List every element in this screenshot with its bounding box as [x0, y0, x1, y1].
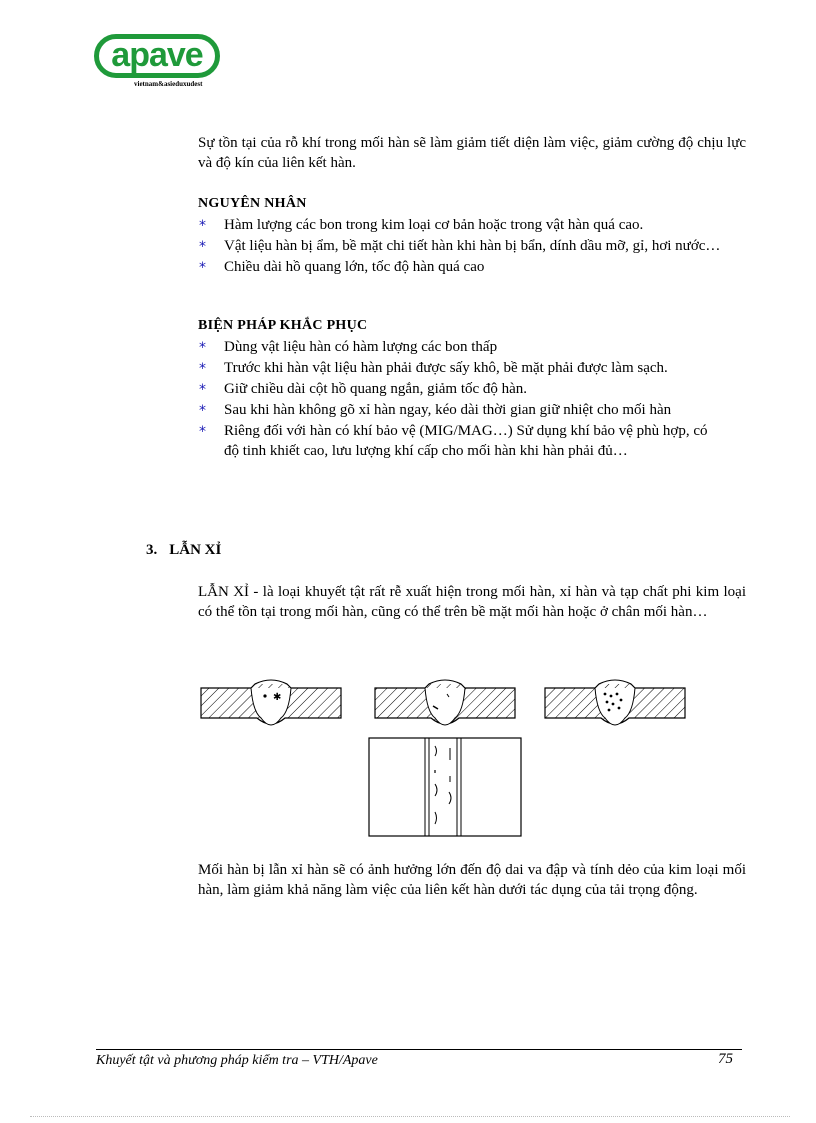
section-outro-block	[198, 860, 746, 900]
intro-paragraph: Sự tồn tại của rỗ khí trong mối hàn sẽ làm giảm tiết diện làm việc, giảm cường độ chịu lực và độ kín của liên kết hàn.	[198, 135, 746, 171]
bullet-star-icon: *	[199, 218, 206, 234]
list-item	[199, 236, 724, 256]
bullet-star-icon: *	[199, 260, 206, 276]
logo-tagline: vietnam&asieduxudest	[134, 80, 203, 88]
section-outro-paragraph: Mối hàn bị lẫn xỉ hàn sẽ có ảnh hưởng lớn đến độ dai va đập và tính dẻo của kim loại mối hàn, làm giảm khả năng làm việc của liên kết hàn dưới tác dụng của tải trọng động.	[198, 862, 746, 898]
section-title: LẪN XỈ	[169, 542, 222, 558]
footer-rule	[96, 1049, 742, 1050]
list-item-text: Hàm lượng các bon trong kim loại cơ bản hoặc trong vật hàn quá cao.	[224, 217, 644, 233]
list-item	[199, 358, 724, 378]
bullet-star-icon: *	[199, 403, 206, 419]
weld-section-2	[375, 680, 515, 725]
causes-list	[198, 215, 724, 277]
intro-block	[198, 133, 746, 173]
logo-text: apave	[111, 35, 203, 74]
slag-inclusion-figure	[195, 672, 695, 842]
section-intro-block	[198, 582, 746, 622]
list-item	[199, 379, 724, 399]
remedies-heading: BIỆN PHÁP KHẮC PHỤC	[198, 318, 368, 333]
bullet-star-icon: *	[199, 424, 206, 440]
list-item-text: Sau khi hàn không gõ xỉ hàn ngay, kéo dài thời gian giữ nhiệt cho mối hàn	[224, 402, 672, 418]
svg-text:✱: ✱	[273, 692, 282, 703]
page-bottom-divider	[30, 1116, 790, 1117]
bullet-star-icon: *	[199, 340, 206, 356]
list-item	[199, 421, 724, 461]
list-item	[199, 337, 724, 357]
weld-section-1	[201, 680, 341, 725]
causes-heading: NGUYÊN NHÂN	[198, 196, 307, 211]
section-heading	[146, 542, 221, 559]
remedies-list	[198, 337, 724, 461]
apave-logo	[94, 34, 224, 92]
list-item-text: Chiều dài hồ quang lớn, tốc độ hàn quá cao	[224, 259, 485, 275]
section-intro-paragraph: LẪN XỈ - là loại khuyết tật rất rễ xuất hiện trong mối hàn, xỉ hàn và tạp chất phi kim loại có thể tồn tại trong mối hàn, cũng có thể trên bề mặt mối hàn hoặc ở chân mối hàn…	[198, 584, 746, 620]
list-item-text: Giữ chiều dài cột hồ quang ngắn, giảm tốc độ hàn.	[224, 381, 528, 397]
weld-plan-view	[369, 738, 521, 836]
section-number: 3.	[146, 542, 158, 558]
footer-title: Khuyết tật và phương pháp kiểm tra – VTH/Apave	[96, 1053, 378, 1068]
list-item-text: Vật liệu hàn bị ẩm, bề mặt chi tiết hàn khi hàn bị bẩn, dính dầu mỡ, gỉ, hơi nước…	[224, 238, 721, 254]
page-number: 75	[718, 1051, 733, 1067]
list-item	[199, 215, 724, 235]
bullet-star-icon: *	[199, 382, 206, 398]
logo-oval	[94, 34, 220, 78]
list-item-text: Riêng đối với hàn có khí bảo vệ (MIG/MAG…) Sử dụng khí bảo vệ phù hợp, có độ tinh khiết cao, lưu lượng khí cấp cho mối hàn khi hàn phải đủ…	[224, 423, 708, 459]
list-item	[199, 257, 724, 277]
remedies-block	[198, 316, 746, 462]
bullet-star-icon: *	[199, 361, 206, 377]
list-item	[199, 400, 724, 420]
list-item-text: Trước khi hàn vật liệu hàn phải được sấy khô, bề mặt phải được làm sạch.	[224, 360, 668, 376]
causes-block	[198, 194, 746, 278]
weld-section-3	[545, 680, 685, 725]
bullet-star-icon: *	[199, 239, 206, 255]
list-item-text: Dùng vật liệu hàn có hàm lượng các bon thấp	[224, 339, 498, 355]
